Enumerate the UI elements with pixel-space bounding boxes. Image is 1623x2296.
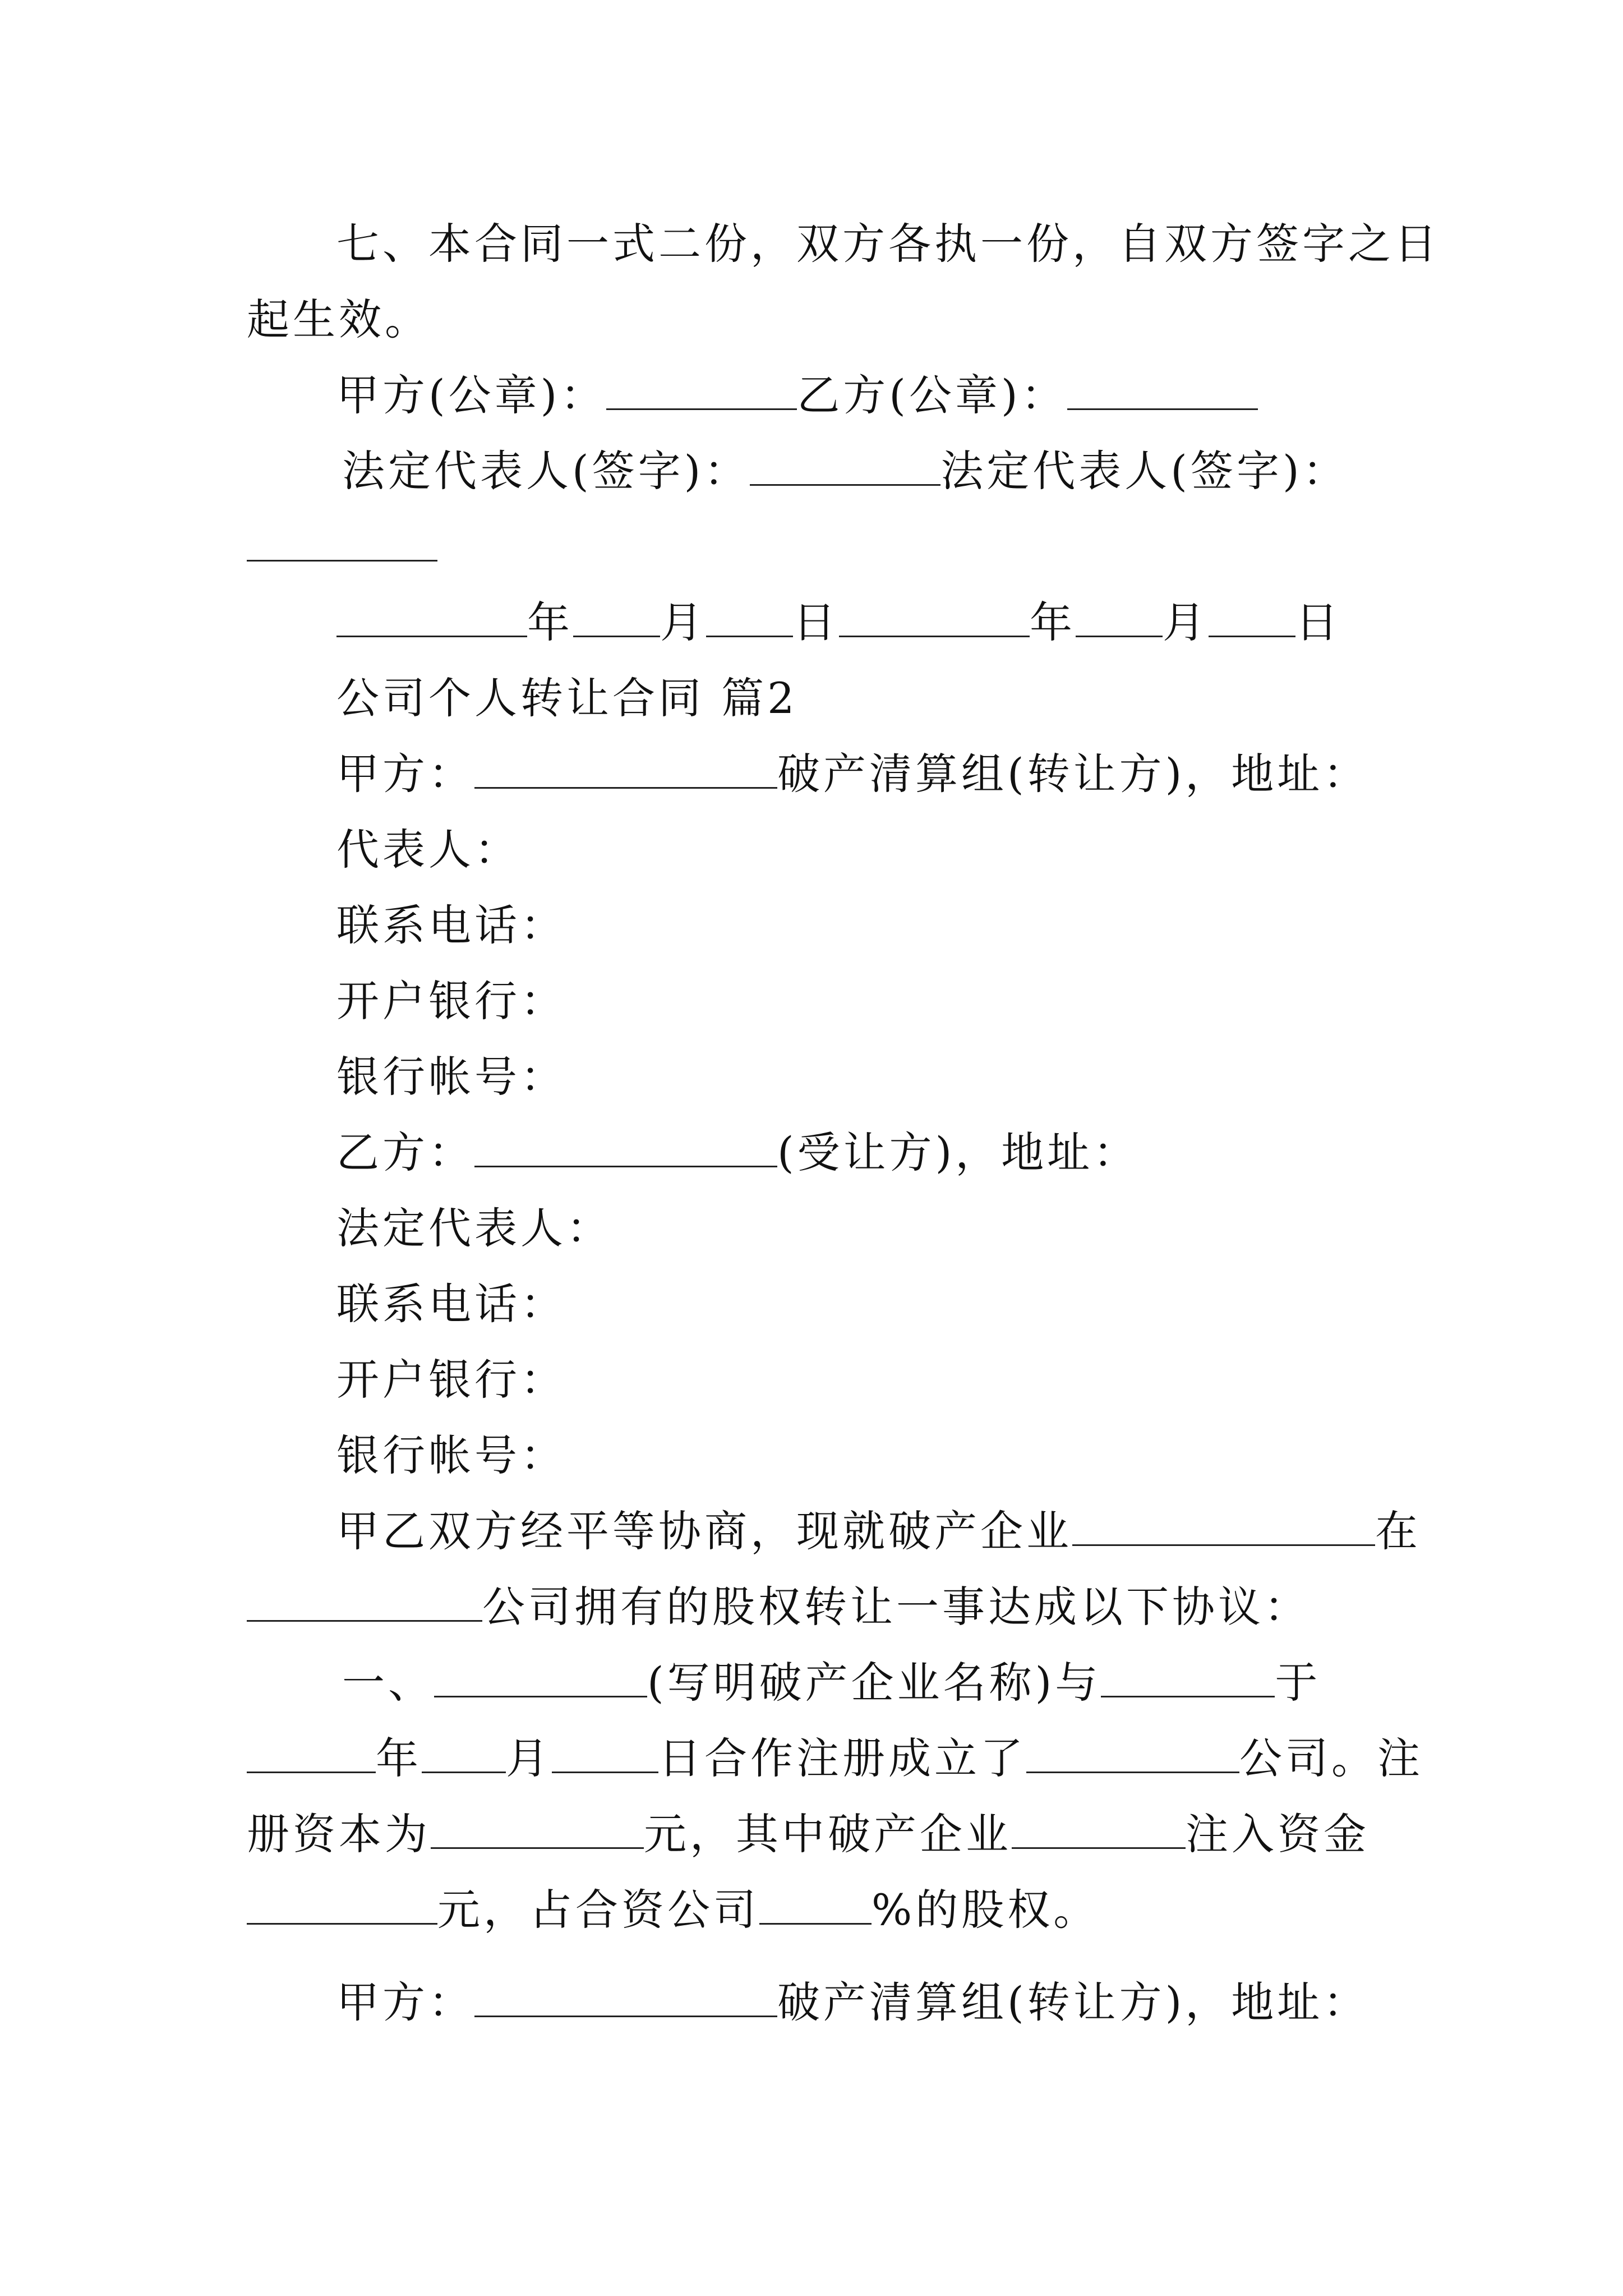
party-a-label-repeat: 甲方： [336, 1977, 474, 2027]
party-b-label: 乙方： [336, 1128, 474, 1177]
bankrupt-company-blank[interactable] [1072, 1505, 1375, 1546]
agreement-text-b: 在 [1375, 1506, 1421, 1556]
clause-1-text-i: 元，占合资公司 [437, 1885, 759, 1935]
party-b-bank-line: 开户银行： [336, 1355, 566, 1405]
party-a-rep-label: 法定代表人(签字)： [342, 446, 750, 496]
party-a-bank-line: 开户银行： [336, 976, 566, 1026]
party-b-account-line: 银行帐号： [336, 1430, 566, 1480]
agreement-line-1 [336, 1503, 1421, 1559]
clause-1-text-h: 注入资金 [1186, 1809, 1370, 1859]
day-label-2: 日 [1295, 597, 1341, 647]
clause-1-text-c: 于 [1275, 1658, 1321, 1708]
registered-capital-blank[interactable] [431, 1808, 644, 1849]
party-b-seal-label: 乙方(公章)： [797, 370, 1067, 420]
injected-amount-blank[interactable] [247, 1884, 437, 1925]
seal-line [336, 367, 1258, 424]
party-a-name-blank[interactable] [474, 748, 777, 789]
clause-1-text-d: 日合作注册成立了 [658, 1733, 1026, 1783]
day-label: 日 [793, 597, 839, 647]
partner-blank[interactable] [1101, 1657, 1275, 1697]
agreement-text-c: 公司拥有的股权转让一事达成以下协议： [482, 1582, 1310, 1632]
party-b-role: (受让方)，地址： [777, 1128, 1140, 1177]
clause-7-line-1: 七、本合同一式二份，双方各执一份，自双方签字之日 [336, 219, 1440, 269]
clause-1-text-e: 公司。注 [1239, 1733, 1423, 1783]
party-b-name-blank[interactable] [474, 1126, 777, 1167]
clause-1-text-b: (写明破产企业名称)与 [647, 1658, 1101, 1708]
joint-company-blank[interactable] [1026, 1732, 1239, 1773]
date-b-year-blank[interactable] [839, 596, 1030, 637]
party-b-rep-blank-line [247, 519, 437, 575]
party-a-rep-blank[interactable] [750, 445, 940, 486]
month-label-2: 月 [1163, 597, 1209, 647]
party-a-label: 甲方： [336, 749, 474, 799]
year-label-2: 年 [1030, 597, 1076, 647]
clause-7-line-2: 起生效。 [247, 295, 431, 344]
year-label-3: 年 [376, 1733, 422, 1783]
party-a-phone-line: 联系电话： [336, 900, 566, 950]
company-name-blank[interactable] [247, 1581, 482, 1622]
party-a-seal-label: 甲方(公章)： [336, 370, 607, 420]
agreement-text-a: 甲乙双方经平等协商，现就破产企业 [336, 1506, 1072, 1556]
date-a-year-blank[interactable] [336, 596, 527, 637]
party-a-account-line: 银行帐号： [336, 1052, 566, 1102]
date-b-month-blank[interactable] [1076, 596, 1163, 637]
clause-1-line-3 [247, 1806, 1370, 1862]
section-title: 公司个人转让合同 篇2 [336, 673, 798, 723]
month-label-3: 月 [506, 1733, 552, 1783]
clause-1-line-1 [342, 1655, 1321, 1711]
party-a-role: 破产清算组(转让方)，地址： [777, 749, 1370, 799]
party-b-legal-rep-line: 法定代表人： [336, 1203, 612, 1253]
reg-month-blank[interactable] [422, 1732, 506, 1773]
clause-1-text-f: 册资本为 [247, 1809, 431, 1859]
party-b-phone-line: 联系电话： [336, 1279, 566, 1329]
date-a-day-blank[interactable] [706, 596, 793, 637]
clause-1-line-4 [247, 1882, 1099, 1938]
month-label: 月 [660, 597, 706, 647]
clause-1-line-2 [247, 1731, 1423, 1787]
agreement-line-2 [247, 1579, 1310, 1635]
party-a-rep-line: 代表人： [336, 825, 520, 875]
party-b-seal-blank[interactable] [1067, 369, 1258, 410]
date-b-day-blank[interactable] [1209, 596, 1295, 637]
bankrupt-name-blank[interactable] [434, 1657, 647, 1697]
reg-year-blank[interactable] [247, 1732, 376, 1773]
injecting-company-blank[interactable] [1012, 1808, 1186, 1849]
date-line [336, 595, 1341, 651]
reg-day-blank[interactable] [552, 1732, 658, 1773]
clause-1-text-j: %的股权。 [872, 1885, 1100, 1935]
party-a-role-repeat: 破产清算组(转让方)，地址： [777, 1977, 1370, 2027]
date-a-month-blank[interactable] [573, 596, 660, 637]
party-a-name-blank-repeat[interactable] [474, 1976, 777, 2017]
clause-1-text-g: 元，其中破产企业 [644, 1809, 1012, 1859]
party-b-rep-label: 法定代表人(签字)： [940, 446, 1349, 496]
party-b-rep-blank[interactable] [247, 521, 437, 562]
party-a-line-repeat [336, 1975, 1369, 2031]
equity-percent-blank[interactable] [759, 1884, 872, 1925]
party-b-line [336, 1125, 1139, 1181]
party-a-line [336, 746, 1369, 802]
year-label: 年 [527, 597, 573, 647]
clause-1-number: 一、 [342, 1658, 434, 1708]
representative-sign-line [342, 443, 1349, 499]
party-a-seal-blank[interactable] [606, 369, 797, 410]
